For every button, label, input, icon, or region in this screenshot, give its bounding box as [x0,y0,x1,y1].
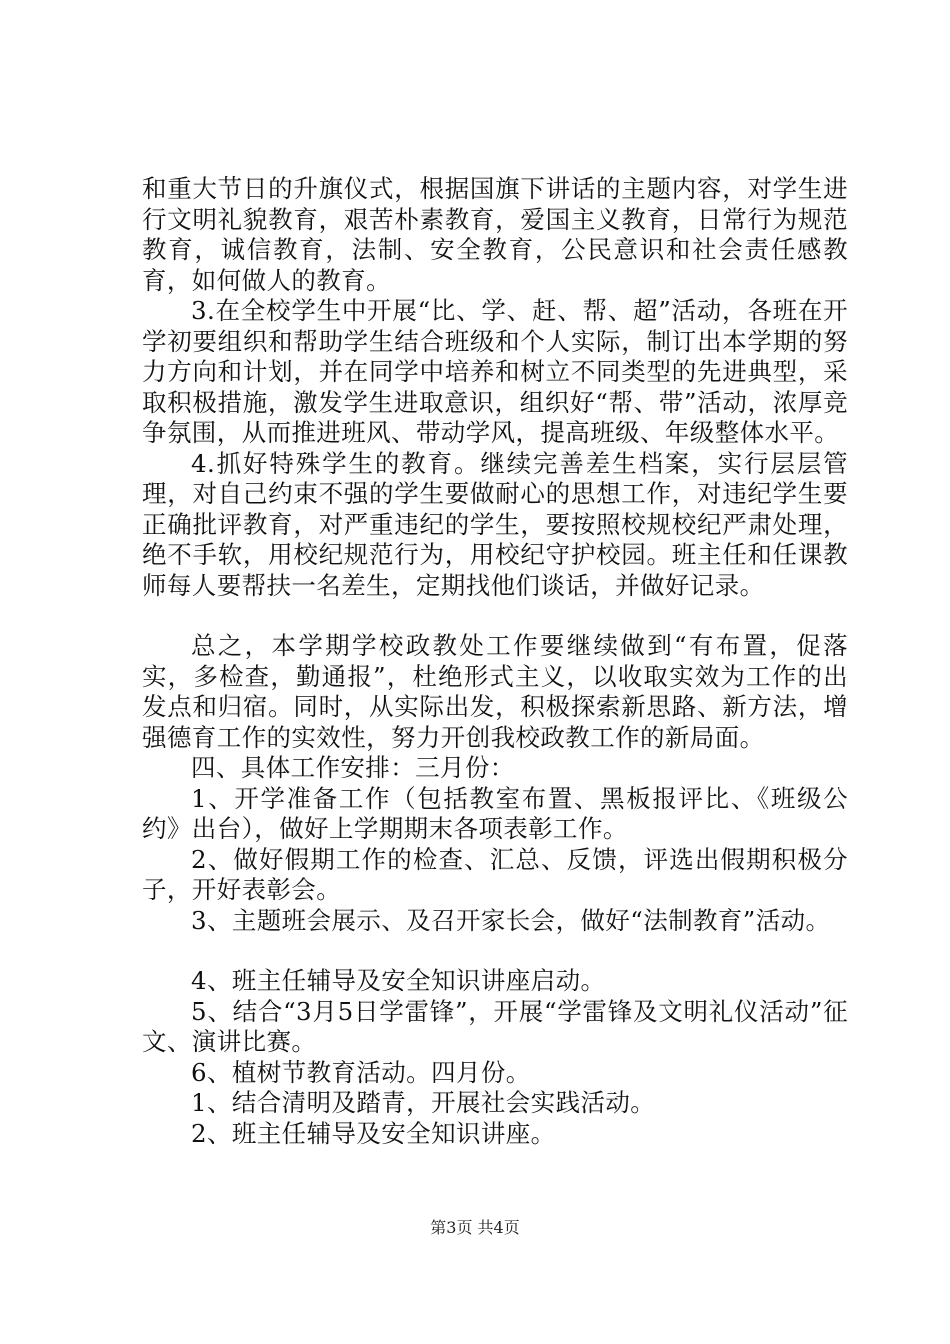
page-number-footer: 第3页 共4页 [430,1218,520,1237]
section-heading-schedule: 四、具体工作安排：三月份： [191,753,515,782]
list-item-march-4: 4、班主任辅导及安全知识讲座启动。 [191,966,606,995]
list-item-march-2: 2、做好假期工作的检查、汇总、反馈，评选出假期积极分子，开好表彰会。 [142,844,848,904]
list-item-march-3: 3、主题班会展示、及召开家长会，做好“法制教育”活动。 [191,905,831,935]
paragraph-item-4-special-students: 4.抓好特殊学生的教育。继续完善差生档案，实行层层管理，对自己约束不强的学生要做耐心的思想工作，对违纪学生要正确批评教育，对严重违纪的学生，要按照校规校纪严肃处理，绝不手软，用校纪规范行为，用校纪守护校园。班主任和任课教师每人要帮扶一名差生，定期找他们谈话，并做好记录。 [142,448,848,600]
list-item-april-2: 2、班主任辅导及安全知识讲座。 [191,1118,556,1148]
list-item-march-1: 1、开学准备工作（包括教室布置、黑板报评比、《班级公约》出台），做好上学期期末各项表彰工作。 [142,783,848,843]
list-item-march-6: 6、植树节教育活动。四月份。 [191,1057,531,1087]
paragraph-item-3-competition: 3.在全校学生中开展“比、学、赶、帮、超”活动，各班在开学初要组织和帮助学生结合班级和个人实际，制订出本学期的努力方向和计划，并在同学中培养和树立不同类型的先进典型，采取积极措施，激发学生进取意识，组织好“帮、带”活动，浓厚竞争氛围，从而推进班风、带动学风，提高班级、年级整体水平。 [142,296,848,447]
list-item-april-1: 1、结合清明及踏青，开展社会实践活动。 [191,1088,656,1117]
document-body [142,174,848,1149]
paragraph-continuation-flag-ceremony: 和重大节日的升旗仪式，根据国旗下讲话的主题内容，对学生进行文明礼貌教育，艰苦朴素教育，爱国主义教育，日常行为规范教育，诚信教育，法制、安全教育，公民意识和社会责任感教育，如何做人的教育。 [142,174,848,295]
paragraph-summary: 总之，本学期学校政教处工作要继续做到“有布置，促落实，多检查，勤通报”，杜绝形式主义，以收取实效为工作的出发点和归宿。同时，从实际出发，积极探索新思路、新方法，增强德育工作的实效性，努力开创我校政教工作的新局面。 [142,631,848,752]
list-item-march-5: 5、结合“3月5日学雷锋”，开展“学雷锋及文明礼仪活动”征文、演讲比赛。 [142,996,848,1056]
